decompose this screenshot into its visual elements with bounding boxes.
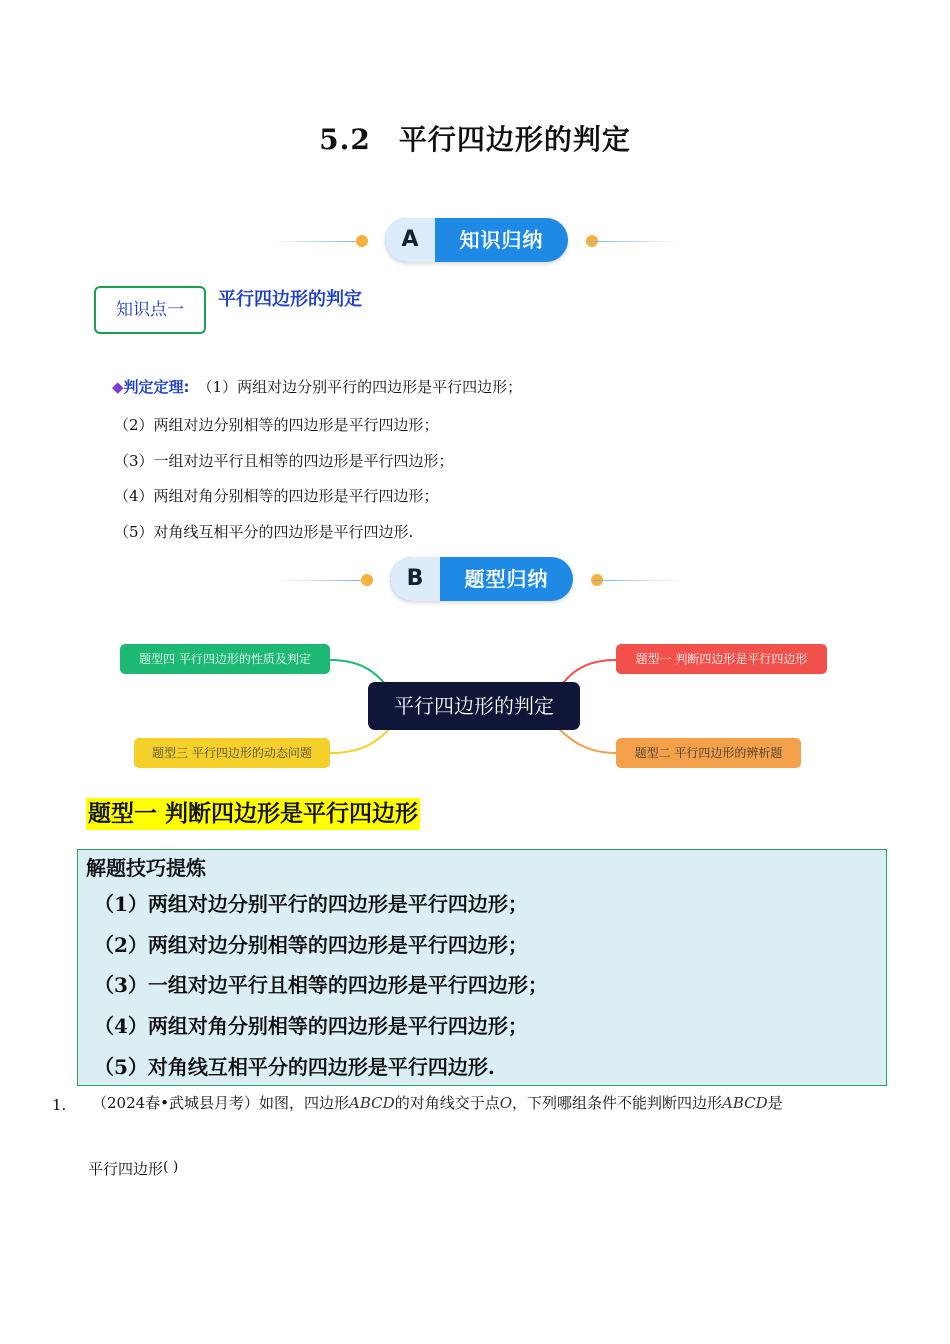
tips-item: （2）两组对边分别相等的四边形是平行四边形；	[94, 933, 528, 957]
banner-dot	[356, 235, 368, 247]
answer-blank: ( )	[163, 1159, 179, 1175]
tips-item: （4）两组对角分别相等的四边形是平行四边形；	[94, 1014, 528, 1038]
question-text-part: 的对角线交于点	[394, 1094, 500, 1112]
math-var: O	[499, 1094, 513, 1112]
rule-line-4: （4）两组对角分别相等的四边形是平行四边形；	[114, 487, 439, 505]
question-text-part: 平行四边形	[88, 1160, 164, 1178]
mindmap-node-type2: 题型二 平行四边形的辨析题	[616, 738, 801, 768]
tips-box	[77, 849, 887, 1086]
banner-line	[270, 241, 362, 242]
math-var: ABCD	[349, 1094, 395, 1112]
knowledge-point-title: 平行四边形的判定	[218, 289, 362, 310]
section-number: 5.2	[319, 123, 371, 156]
diamond-icon: ◆	[112, 378, 124, 396]
banner-question-types	[275, 557, 685, 603]
mindmap-node-type4: 题型四 平行四边形的性质及判定	[120, 644, 330, 674]
banner-letter: B	[390, 557, 440, 601]
banner-letter: A	[385, 218, 435, 262]
connector-t2	[556, 726, 616, 753]
banner-knowledge	[270, 218, 680, 264]
banner-pill	[385, 218, 568, 262]
rule-line-2: （2）两组对边分别相等的四边形是平行四边形；	[114, 416, 439, 434]
banner-dot	[361, 574, 373, 586]
page-title	[0, 118, 950, 158]
connector-t3	[330, 726, 392, 753]
mindmap-node-type1: 题型一 判断四边形是平行四边形	[616, 644, 827, 674]
banner-line	[593, 580, 685, 581]
rule-line-5: （5）对角线互相平分的四边形是平行四边形.	[114, 523, 414, 541]
banner-label: 题型归纳	[464, 567, 549, 591]
question-text-line2	[88, 1158, 178, 1179]
theorem-lead: 判定定理:	[123, 378, 190, 396]
mind-map	[0, 630, 950, 790]
rule-line-1	[112, 376, 522, 397]
tips-item: （1）两组对边分别平行的四边形是平行四边形；	[94, 892, 528, 916]
mindmap-node-type3: 题型三 平行四边形的动态问题	[134, 738, 330, 768]
banner-pill	[390, 557, 573, 601]
tips-title: 解题技巧提炼	[86, 856, 206, 880]
rule-text: （1）两组对边分别平行的四边形是平行四边形；	[197, 378, 523, 396]
math-var: ABCD	[722, 1094, 768, 1112]
tips-item: （3）一组对边平行且相等的四边形是平行四边形；	[94, 973, 548, 997]
mindmap-center: 平行四边形的判定	[368, 682, 580, 730]
question-type-heading: 题型一 判断四边形是平行四边形	[86, 798, 420, 830]
question-text	[92, 1092, 892, 1113]
question-text-part: ，下列哪组条件不能判断四边形	[512, 1094, 723, 1112]
tips-item: （5）对角线互相平分的四边形是平行四边形.	[94, 1055, 495, 1079]
question-text-part: 如图，四边形	[259, 1094, 350, 1112]
question-source: （2024春•武城县月考）	[92, 1094, 260, 1112]
question-text-part: 是	[767, 1094, 783, 1112]
banner-line	[588, 241, 680, 242]
knowledge-point-box: 知识点一	[94, 286, 206, 334]
rule-line-3: （3）一组对边平行且相等的四边形是平行四边形；	[114, 452, 454, 470]
section-title: 平行四边形的判定	[398, 123, 631, 156]
banner-line	[275, 580, 367, 581]
question-number: 1.	[52, 1096, 67, 1114]
banner-label: 知识归纳	[459, 228, 544, 252]
